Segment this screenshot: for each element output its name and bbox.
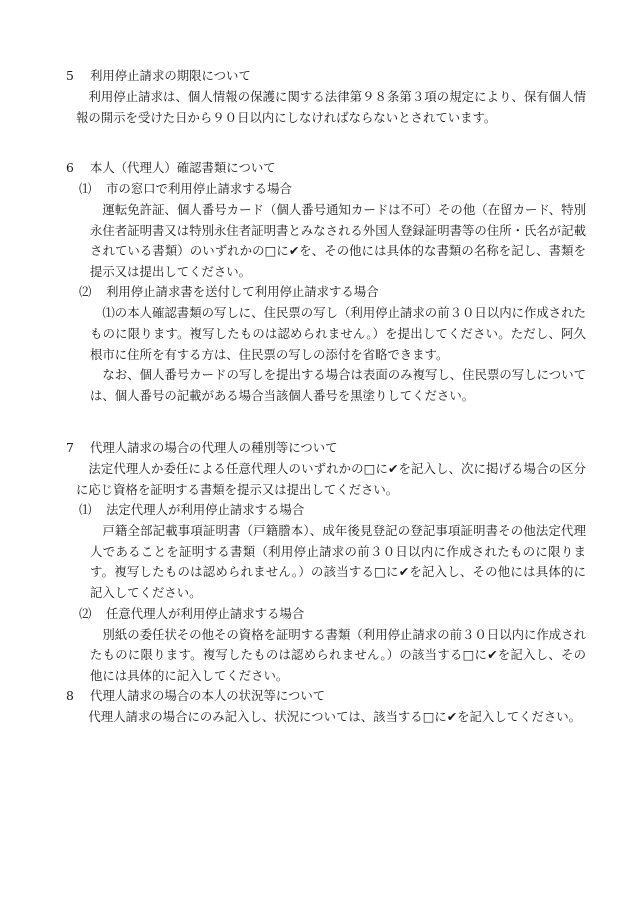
section-6-sub1-number: ⑴: [79, 181, 92, 196]
section-6-sub2-number: ⑵: [79, 284, 92, 300]
section-7-sub2-body: 別紙の委任状その他その資格を証明する書類（利用停止請求の前３０日以内に作成されたものに限ります。複写したものは認められません。）の該当する□に✔を記入し、その他には具体的に記入してください。: [90, 626, 586, 683]
section-6-title: 本人（代理人）確認書類について: [90, 160, 276, 175]
section-5-body: 利用停止請求は、個人情報の保護に関する法律第９８条第３項の規定により、保有個人情報の開示を受けた日から９０日以内にしなければならないとされています。: [76, 89, 586, 125]
section-6: [66, 158, 586, 406]
section-8: [66, 686, 586, 728]
section-5: [66, 66, 586, 128]
section-7-sub1-title: 法定代理人が利用停止請求する場合: [106, 502, 305, 518]
section-7-title: 代理人請求の場合の代理人の種別等について: [90, 440, 338, 455]
section-6-sub2-heading: [66, 282, 586, 303]
section-5-title: 利用停止請求の期限について: [90, 68, 251, 83]
section-7-heading: [66, 438, 586, 459]
section-7-sub1-heading: [66, 500, 586, 521]
section-8-number: 8: [66, 688, 74, 703]
section-7-sub1-number: ⑴: [79, 502, 92, 518]
section-6-sub1-body: 運転免許証、個人番号カード（個人番号通知カードは不可）その他（在留カード、特別永住者証明書又は特別永住者証明書とみなされる外国人登録証明書等の住所・氏名が記載されている書類）のいずれかの□に✔を、その他には具体的な書類の名称を記し、書類を提示又は提出してください。: [90, 202, 586, 279]
section-8-heading: [66, 686, 586, 707]
section-6-sub2-body-1: ⑴の本人確認書類の写しに、住民票の写し（利用停止請求の前３０日以内に作成されたものに限ります。複写したものは認められません。）を提出してください。ただし、阿久根市に住所を有する方は、住民票の写しの添付を省略できます。: [90, 305, 586, 362]
section-6-number: 6: [66, 160, 74, 175]
section-6-heading: [66, 158, 586, 179]
section-7-sub2-title: 任意代理人が利用停止請求する場合: [106, 605, 305, 621]
section-7-number: 7: [66, 440, 74, 455]
section-7: [66, 438, 586, 686]
section-7-sub2-number: ⑵: [79, 605, 92, 621]
section-6-sub1-heading: [66, 179, 586, 200]
section-6-sub2-title: 利用停止請求書を送付して利用停止請求する場合: [106, 284, 379, 300]
section-7-body: 法定代理人か委任による任意代理人のいずれかの□に✔を記入し、次に掲げる場合の区分に応じ資格を証明する書類を提示又は提出してください。: [76, 461, 586, 497]
section-8-body: 代理人請求の場合にのみ記入し、状況については、該当する□に✔を記入してください。: [88, 709, 582, 724]
section-5-heading: [66, 66, 586, 87]
section-7-sub1-body: 戸籍全部記載事項証明書（戸籍謄本）、成年後見登記の登記事項証明書その他法定代理人であることを証明する書類（利用停止請求の前３０日以内に作成されたものに限ります。複写したものは認められません。）の該当する□に✔を記入し、その他には具体的に記入してください。: [90, 523, 586, 600]
section-8-title: 代理人請求の場合の本人の状況等について: [90, 688, 326, 703]
section-6-sub2-body-2: なお、個人番号カードの写しを提出する場合は表面のみ複写し、住民票の写しについては、個人番号の記載がある場合当該個人番号を黒塗りしてください。: [90, 367, 586, 403]
section-5-number: 5: [66, 68, 74, 83]
section-7-sub2-heading: [66, 604, 586, 625]
section-6-sub1-title: 市の窓口で利用停止請求する場合: [106, 181, 292, 196]
